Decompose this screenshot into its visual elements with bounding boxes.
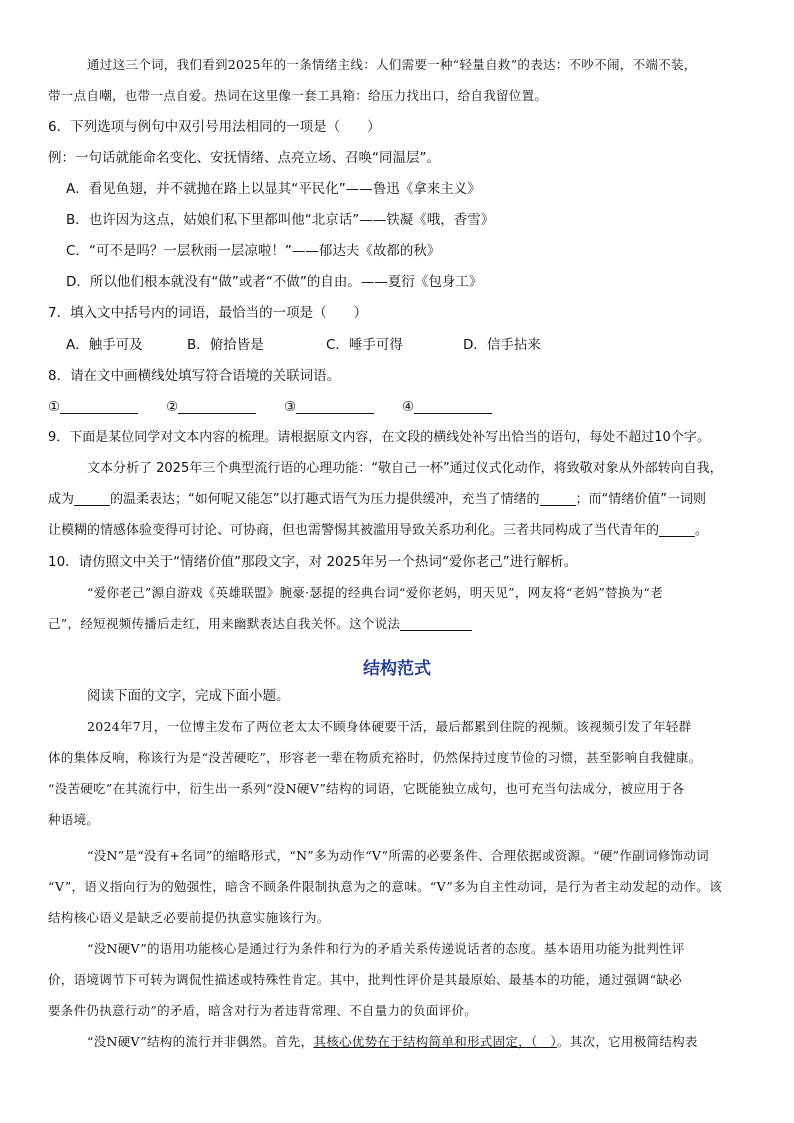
answer-line[interactable] xyxy=(178,413,256,414)
question-7-option-a[interactable]: A．触手可及 xyxy=(66,337,143,353)
answer-blank-3[interactable] xyxy=(659,536,695,537)
paragraph-1-line-3: “没苦硬吃”在其流行中，衍生出一系列“没N硬V”结构的词语，它既能独立成句，也可充当句法成分，被应用于各 xyxy=(48,781,685,796)
section-heading: 结构范式 xyxy=(363,659,431,679)
underlined-sentence: 其核心优势在于结构简单和形式固定，（ ） xyxy=(313,1034,557,1049)
question-8-blank-1[interactable] xyxy=(48,397,138,417)
paragraph-2-line-1: “没N”是“没有+名词”的缩略形式，“N”多为动作“V”所需的必要条件、合理依据或资源。“硬”作副词修饰动词 xyxy=(87,848,709,863)
answer-line[interactable] xyxy=(296,413,374,414)
answer-blank-2[interactable] xyxy=(540,505,576,506)
paragraph-3-line-2: 价，语境调节下可转为调侃性描述或特殊性肯定。其中，批判性评价是其最原始、最基本的功能，通过强调“缺必 xyxy=(48,972,682,987)
paragraph-1-line-1: 2024年7月，一位博主发布了两位老太太不顾身体硬要干活，最后都累到住院的视频。该视频引发了年轻群 xyxy=(87,719,692,734)
text-fragment: 己”，经短视频传播后走红，用来幽默表达自我关怀。这个说法 xyxy=(48,616,401,631)
answer-blank-1[interactable] xyxy=(74,505,110,506)
question-7-option-b[interactable]: B．俯拾皆是 xyxy=(187,337,264,353)
question-8-blank-3[interactable] xyxy=(284,397,374,417)
answer-line[interactable] xyxy=(60,413,138,414)
text-fragment: 让模糊的情感体验变得可讨论、可协商，但也需警惕其被滥用导致关系功利化。三者共同构成了当代青年的 xyxy=(48,523,660,538)
text-fragment: 成为 xyxy=(48,492,75,507)
question-9-line-1: 文本分析了 2025年三个典型流行语的心理功能：“敬自己一杯”通过仪式化动作，将致敬对象从外部转向自我， xyxy=(87,461,723,476)
question-8-blank-4[interactable] xyxy=(402,397,492,417)
paragraph-1-line-4: 种语境。 xyxy=(48,812,100,827)
question-6-option-a[interactable]: A．看见鱼翅，并不就抛在路上以显其“平民化”——鲁迅《拿来主义》 xyxy=(66,181,481,197)
question-8-blank-2[interactable] xyxy=(166,397,256,417)
answer-blank[interactable] xyxy=(400,630,472,631)
text-fragment: 。其次，它用极简结构表 xyxy=(556,1034,698,1049)
paragraph-3-line-3: 要条件仍执意行动”的矛盾，暗含对行为者违背常理、不自量力的负面评价。 xyxy=(48,1003,478,1018)
question-6-option-d[interactable]: D．所以他们根本就没有“做”或者“不做”的自由。——夏衍《包身工》 xyxy=(66,274,483,290)
question-9-line-3 xyxy=(48,521,708,541)
blank-number: ④ xyxy=(402,399,415,415)
question-6-example: 例：一句话就能命名变化、安抚情绪、点亮立场、召唤“同温层”。 xyxy=(48,150,440,166)
paragraph-3-line-1: “没N硬V”的语用功能核心是通过行为条件和行为的矛盾关系传递说话者的态度。基本语用功能为批判性评 xyxy=(87,941,685,956)
blank-number: ① xyxy=(48,399,61,415)
paragraph-2-line-2: “V”，语义指向行为的勉强性，暗含不顾条件限制执意为之的意味。“V”多为自主性动词，是行为者主动发起的动作。该 xyxy=(48,879,722,894)
question-10-line-1: “爱你老己”源自游戏《英雄联盟》腕豪·瑟提的经典台词“爱你老妈，明天见”，网友将“老妈”替换为“老 xyxy=(87,585,663,600)
passage-intro-line-2: 带一点自嘲，也带一点自爱。热词在这里像一套工具箱：给压力找出口，给自我留位置。 xyxy=(48,88,548,103)
question-8-stem: 8．请在文中画横线处填写符合语境的关联词语。 xyxy=(48,368,341,384)
passage-intro-line-1: 通过这三个词，我们看到2025年的一条情绪主线：人们需要一种“轻量自救”的表达：不吵不闹，不端不装， xyxy=(87,57,697,72)
paragraph-4-line-1 xyxy=(87,1032,698,1052)
text-fragment: ；而“情绪价值”一词则 xyxy=(575,492,706,507)
blank-number: ② xyxy=(166,399,179,415)
question-9-line-2 xyxy=(48,490,706,510)
text-fragment: “没N硬V”结构的流行并非偶然。首先， xyxy=(87,1034,314,1049)
question-7-option-d[interactable]: D．信手拈来 xyxy=(463,337,541,353)
question-6-stem: 6．下列选项与例句中双引号用法相同的一项是（ ） xyxy=(48,119,381,135)
question-7-stem: 7．填入文中括号内的词语，最恰当的一项是（ ） xyxy=(48,305,368,321)
question-6-option-b[interactable]: B．也许因为这点，姑娘们私下里都叫他“北京话”——铁凝《哦，香雪》 xyxy=(66,212,495,228)
reading-instruction: 阅读下面的文字，完成下面小题。 xyxy=(87,688,290,704)
question-7-option-c[interactable]: C．唾手可得 xyxy=(326,337,403,353)
text-fragment: 的温柔表达；“如何呢又能怎”以打趣式语气为压力提供缓冲，充当了情绪的 xyxy=(110,492,540,507)
question-10-line-2 xyxy=(48,614,472,634)
text-fragment: 。 xyxy=(695,523,709,538)
paragraph-1-line-2: 体的集体反响，称该行为是“没苦硬吃”，形容老一辈在物质充裕时，仍然保持过度节俭的习惯，甚至影响自我健康。 xyxy=(48,750,702,765)
blank-number: ③ xyxy=(284,399,297,415)
paragraph-2-line-3: 结构核心语义是缺乏必要前提仍执意实施该行为。 xyxy=(48,910,330,925)
question-6-option-c[interactable]: C．“可不是吗？一层秋雨一层凉啦！”——郁达夫《故都的秋》 xyxy=(66,243,441,259)
answer-line[interactable] xyxy=(414,413,492,414)
question-10-stem: 10．请仿照文中关于“情绪价值”那段文字，对 2025年另一个热词“爱你老己”进行解析。 xyxy=(48,554,578,570)
question-9-stem: 9．下面是某位同学对文本内容的梳理。请根据原文内容，在文段的横线处补写出恰当的语句，每处不超过10个字。 xyxy=(48,430,710,445)
